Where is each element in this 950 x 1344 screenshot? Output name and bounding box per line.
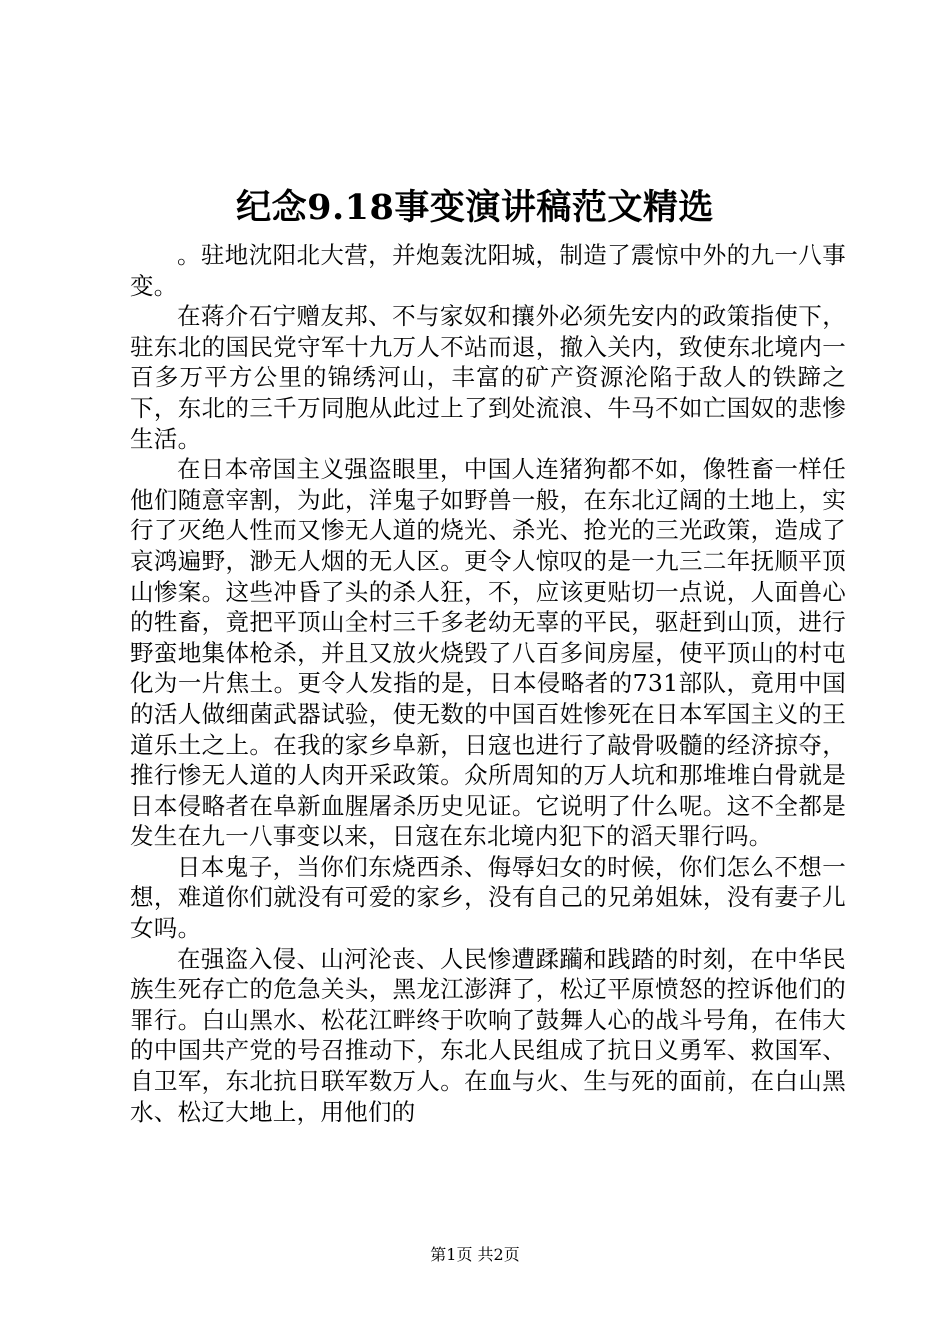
page-footer: 第1页 共2页	[430, 1245, 520, 1264]
paragraph-4: 日本鬼子，当你们东烧西杀、侮辱妇女的时候，你们怎么不想一想，难道你们就没有可爱的家乡，没有自己的兄弟姐妹，没有妻子儿女吗。	[130, 852, 846, 943]
paragraph-2: 在蒋介石宁赠友邦、不与家奴和攘外必须先安内的政策指使下，驻东北的国民党守军十九万人不站而退，撤入关内，致使东北境内一百多万平方公里的锦绣河山，丰富的矿产资源沦陷于敌人的铁蹄之下，东北的三千万同胞从此过上了到处流浪、牛马不如亡国奴的悲惨生活。	[130, 302, 846, 453]
document-title: 纪念9.18事变演讲稿范文精选	[236, 187, 714, 228]
paragraph-3: 在日本帝国主义强盗眼里，中国人连猪狗都不如，像牲畜一样任他们随意宰割，为此，洋鬼子如野兽一般，在东北辽阔的土地上，实行了灭绝人性而又惨无人道的烧光、杀光、抢光的三光政策，造成了哀鸿遍野，渺无人烟的无人区。更令人惊叹的是一九三二年抚顺平顶山惨案。这些冲昏了头的杀人狂，不，应该更贴切一点说，人面兽心的牲畜，竟把平顶山全村三千多老幼无辜的平民，驱赶到山顶，进行野蛮地集体枪杀，并且又放火烧毁了八百多间房屋，使平顶山的村屯化为一片焦土。更令人发指的是，日本侵略者的731部队，竟用中国的活人做细菌武器试验，使无数的中国百姓惨死在日本军国主义的王道乐土之上。在我的家乡阜新，日寇也进行了敲骨吸髓的经济掠夺，推行惨无人道的人肉开采政策。众所周知的万人坑和那堆堆白骨就是日本侵略者在阜新血腥屠杀历史见证。它说明了什么呢。这不全都是发生在九一八事变以来，日寇在东北境内犯下的滔天罪行吗。	[130, 455, 846, 851]
document-body	[130, 240, 846, 1127]
paragraph-5: 在强盗入侵、山河沦丧、人民惨遭蹂躏和践踏的时刻，在中华民族生死存亡的危急关头，黑龙江澎湃了，松辽平原愤怒的控诉他们的罪行。白山黑水、松花江畔终于吹响了鼓舞人心的战斗号角，在伟大的中国共产党的号召推动下，东北人民组成了抗日义勇军、救国军、自卫军，东北抗日联军数万人。在血与火、生与死的面前，在白山黑水、松辽大地上，用他们的	[130, 944, 846, 1126]
paragraph-1: 。驻地沈阳北大营，并炮轰沈阳城，制造了震惊中外的九一八事变。	[130, 241, 846, 300]
